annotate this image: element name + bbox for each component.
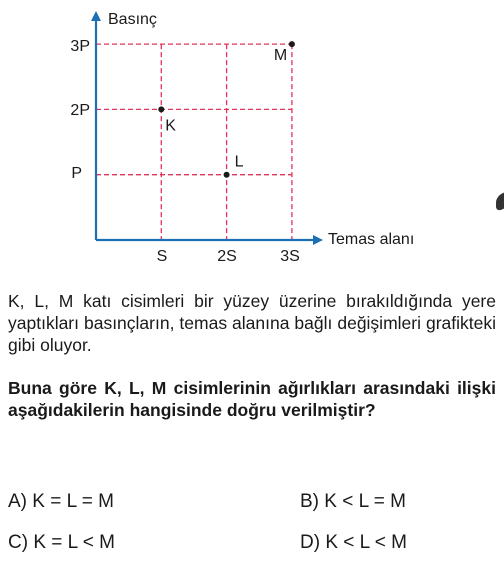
point-m <box>289 41 295 47</box>
y-tick-label-2p: 2P <box>70 102 90 119</box>
x-axis-label: Temas alanı <box>328 231 415 248</box>
point-label-k: K <box>165 117 176 135</box>
point-l <box>224 172 230 178</box>
x-tick-label-s: S <box>156 248 168 265</box>
point-label-m: M <box>273 47 288 65</box>
option-b[interactable]: B) K < L = M <box>300 491 406 512</box>
y-axis-label: Basınç <box>108 11 157 28</box>
question-prompt: Buna göre K, L, M cisimlerinin ağırlıkları arasındaki ilişki aşağıdakilerin hangisinde doğru verilmiştir? <box>8 378 496 420</box>
point-k <box>158 106 164 112</box>
option-d[interactable]: D) K < L < M <box>300 532 407 553</box>
y-tick-label-3p: 3P <box>70 38 90 55</box>
option-c[interactable]: C) K = L < M <box>8 532 115 553</box>
point-label-l: L <box>234 153 244 171</box>
y-tick-label-p: P <box>71 165 82 182</box>
x-tick-label-3s: 3S <box>280 248 300 265</box>
grid-lines <box>96 44 292 240</box>
x-tick-label-2s: 2S <box>217 248 237 265</box>
option-a[interactable]: A) K = L = M <box>8 491 114 512</box>
question-paragraph: K, L, M katı cisimleri bir yüzey üzerine bırakıldığında yere yaptıkları basınçların, temas alanına bağlı değişimleri grafikteki gibi oluyor. <box>8 291 496 355</box>
